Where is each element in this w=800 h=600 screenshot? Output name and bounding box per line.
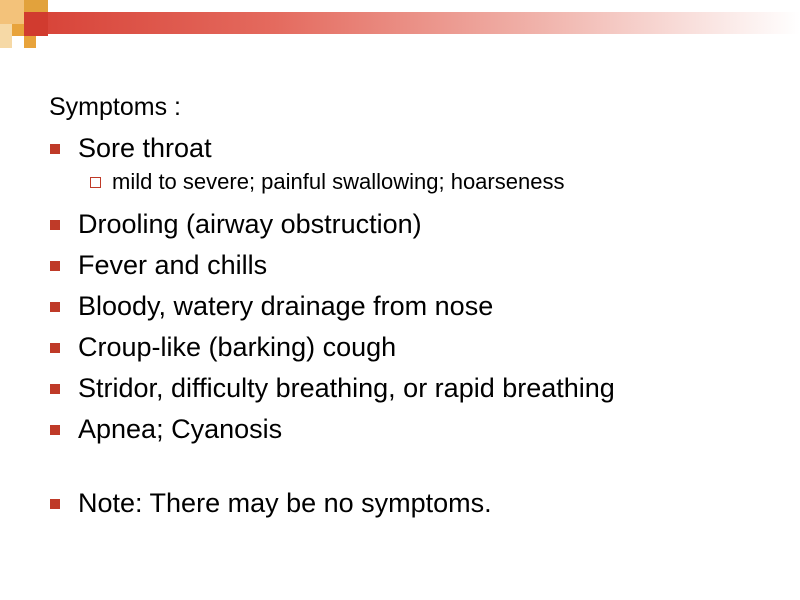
bullet-item — [49, 330, 769, 364]
note-bullet — [49, 486, 769, 520]
bullet-item — [49, 131, 769, 165]
slide-content — [49, 90, 769, 527]
bullet-item — [49, 412, 769, 446]
bullet-text: Apnea; Cyanosis — [78, 414, 283, 444]
square-bullet-icon — [50, 220, 60, 230]
spacer — [49, 453, 769, 486]
decorative-square — [24, 12, 48, 36]
decorative-square — [0, 24, 12, 48]
note-text: Note: There may be no symptoms. — [78, 488, 492, 518]
bullet-text: Stridor, difficulty breathing, or rapid breathing — [78, 373, 615, 403]
bullet-text: Croup-like (barking) cough — [78, 332, 397, 362]
bullet-item — [49, 371, 769, 405]
square-bullet-icon — [50, 384, 60, 394]
bullet-text: Drooling (airway obstruction) — [78, 209, 422, 239]
header-gradient-band — [48, 12, 800, 34]
sub-bullet-text: mild to severe; painful swallowing; hoarseness — [112, 169, 565, 194]
square-bullet-icon — [50, 343, 60, 353]
decorative-square — [24, 0, 48, 12]
bullet-item — [49, 289, 769, 323]
square-bullet-icon — [50, 499, 60, 509]
bullet-text: Sore throat — [78, 133, 212, 163]
sub-bullet-item — [49, 168, 769, 196]
bullet-text: Fever and chills — [78, 250, 268, 280]
hollow-square-bullet-icon — [90, 177, 101, 188]
bullet-text: Bloody, watery drainage from nose — [78, 291, 494, 321]
square-bullet-icon — [50, 144, 60, 154]
bullet-item — [49, 207, 769, 241]
slide-heading: Symptoms : — [49, 93, 181, 121]
decorative-square — [12, 24, 24, 36]
decorative-square — [24, 36, 36, 48]
square-bullet-icon — [50, 261, 60, 271]
square-bullet-icon — [50, 425, 60, 435]
decorative-square — [0, 0, 24, 24]
square-bullet-icon — [50, 302, 60, 312]
bullet-item — [49, 248, 769, 282]
